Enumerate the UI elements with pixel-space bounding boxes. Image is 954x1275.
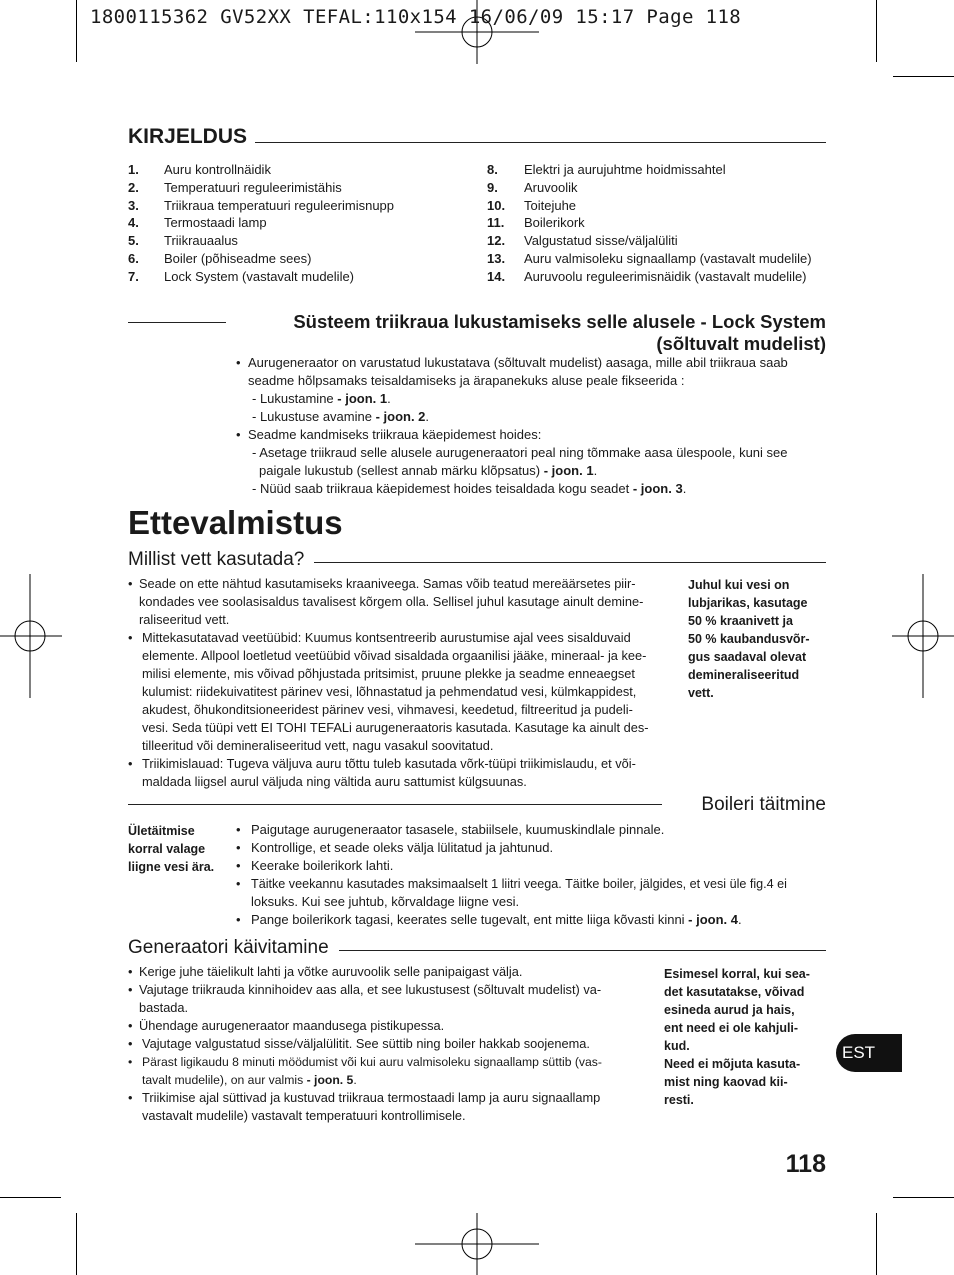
boiler-rule (128, 804, 662, 805)
crop-mark-bottom-right-h (893, 1197, 954, 1198)
water-side-note: Juhul kui vesi on lubjarikas, kasutage 50 % kraanivett ja 50 % kaubandusvõr- gus saadaval olevat demineraliseeritud vett. (688, 578, 810, 700)
water-title: Millist vett kasutada? (128, 549, 305, 570)
boiler-side-note: Ületäitmise korral valage liigne vesi ära. (128, 824, 215, 874)
water-heading (128, 547, 826, 573)
crop-mark-top-right (876, 0, 877, 62)
boiler-text: • Paigutage aurugeneraator tasasele, stabiilsele, kuumuskindlale pinnale. • Kontrollige, et seade oleks välja lülitatud ja jahtunud. • Keerake boilerikork lahti. • Täitke veekannu kasutades maksimaalselt 1 liitri veega. Täitke boiler, jälgides, et vesi üle fig.4 ei loksuks. Kui see juhtub, kõrvaldage liigne vesi. • Pange boilerikork tagasi, keerates selle tugevalt, ent mitte liiga kõvasti kinni - joon. 4. (236, 822, 787, 927)
generator-heading (128, 935, 826, 961)
page-title: Ettevalmistus (128, 504, 343, 541)
generator-text: • Kerige juhe täielikult lahti ja võtke auruvoolik selle panipaigast välja. • Vajutage triikrauda kinnihoidev aas alla, et see lukustusest (sõltuvalt mudelist) va- bastada. • Ühendage aurugeneraator maandusega pistikupessa. • Vajutage valgustatud sisse/väljalülitit. See süttib ning boiler hakkab soojenema. • Pärast ligikaudu 8 minuti möödumist või kui auru valmisoleku signaallamp süttib (vas- tavalt mudelile), on aur valmis - joon. 5. • Triikimise ajal süttivad ja kustuvad triikraua termostaadi lamp ja auru signaallamp vastavalt mudelile) vastavalt temperatuuri kontrollimisele. (128, 964, 602, 1123)
registration-mark-bottom (415, 1213, 539, 1275)
generator-side-note: Esimesel korral, kui sea- det kasutatakse, võivad esineda aurud ja hais, ent need ei ole kahjuli- kud. Need ei mõjuta kasuta- mist ning kaovad kii- resti. (664, 967, 810, 1107)
description-title: KIRJELDUS (128, 125, 248, 148)
print-header: 1800115362 GV52XX TEFAL:110x154 16/06/09 15:17 Page 118 (90, 6, 742, 28)
crop-mark-top-right-h (893, 76, 954, 77)
registration-mark-left (0, 574, 62, 698)
language-tab: EST (836, 1034, 902, 1072)
lock-system-subtitle: (sõltuvalt mudelist) (656, 333, 826, 354)
lock-system-text: • Aurugeneraator on varustatud lukustatava (sõltuvalt mudelist) aasaga, mille abil triikraua saab seadme hõlpsamaks teisaldamiseks ja ärapanekuks aluse peale fikseerida : - Lukustamine - joon. 1. - Lukustuse avamine - joon. 2. • Seadme kandmiseks triikraua käepidemest hoides: - Asetage triikraud selle alusele aurugeneraatori peal ning tõmmake aasa ülespoole, kuni see paigale lukustub (sellest annab märku klõpsatus) - joon. 1. - Nüüd saab triikraua käepidemest hoides teisaldada kogu seadet - joon. 3. (236, 355, 788, 496)
generator-title: Generaatori käivitamine (128, 937, 329, 958)
crop-mark-bottom-left-h (0, 1197, 61, 1198)
crop-mark-bottom-left (76, 1213, 77, 1275)
registration-mark-right (892, 574, 954, 698)
crop-mark-bottom-right (876, 1213, 877, 1275)
lock-system-title: Süsteem triikraua lukustamiseks selle alusele - Lock System (293, 311, 826, 332)
lock-system-rule (128, 322, 226, 323)
description-heading (128, 124, 826, 150)
crop-mark-top-left (76, 0, 77, 62)
boiler-title: Boileri täitmine (701, 794, 826, 815)
water-text: • Seade on ette nähtud kasutamiseks kraaniveega. Samas võib teatud mereäärsetes piir- kondades vee soolasisaldus tavalisest kõrgem olla. Sellisel juhul kasutage ainult demine- raliseeritud vett. • Mittekasutatavad veetüübid: Kuumus kontsentreerib aurustumise ajal vees sisalduvaid elemente. Allpool loetletud veetüübid võivad sisaldada orgaanilisi jääke, mineraal- ja kee- milisi elemente, mis võivad põhjustada pritsimist, pruune plekke ja seadme enneaegset kulumist: riidekuivatitest pärinev vesi, lõhnastatud ja pehmendatud vesi, külmkappidest, akudest, õhukonditsioneeridest pärinev vesi, vihmavesi, keedetud, filtreeritud ja pudeli- vesi. Seda tüüpi vett EI TOHI TEFALi aurugeneraatoris kasutada. Kasutage ka ainult des- tilleeritud või demineraliseeritud vett, nagu vasakul soovitatud. • Triikimislauad: Tugeva väljuva auru tõttu tuleb kasutada võrk-tüüpi triikimislaudu, et või- maldada liigsel aurul väljuda ning vältida auru sattumist külgsuunas. (128, 576, 649, 789)
page-number: 118 (785, 1150, 826, 1178)
